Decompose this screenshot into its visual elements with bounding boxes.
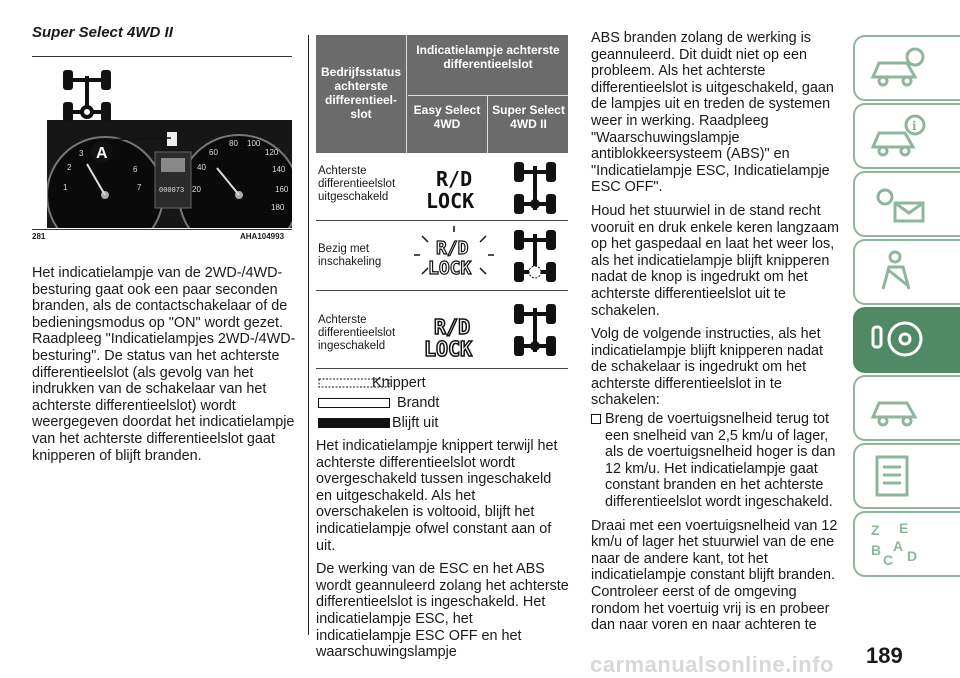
svg-text:6: 6 bbox=[133, 165, 138, 174]
column-2-text bbox=[316, 438, 570, 668]
paragraph: Houd het stuurwiel in de stand recht vooruit en druk enkele keren langzaam op het gaspedaal en laat het weer los, als het indicatielampje blijft knipperen nadat de knop is ingedrukt om het achterste differentieelslot uit te schakelen. bbox=[591, 202, 839, 319]
paragraph: Het indicatielampje knippert terwijl het achterste differentieelslot wordt overgeschakeld tussen ingeschakeld en uitgeschakeld. Als het overschakelen is voltooid, blijft het indicatielampje ofwel constant aan of uit. bbox=[316, 438, 558, 554]
row-label-off: Achterste differentieelslot uitgeschakeld bbox=[318, 165, 396, 203]
tab-car-overview[interactable] bbox=[853, 35, 960, 101]
checklist-icon bbox=[869, 453, 929, 499]
legend-on-label: Brandt bbox=[397, 395, 440, 411]
car-warning-icon bbox=[869, 385, 929, 431]
tab-lights-messages[interactable] bbox=[853, 171, 960, 237]
svg-text:D: D bbox=[907, 548, 918, 564]
svg-text:40: 40 bbox=[197, 163, 206, 172]
bullet-text: Breng de voertuigsnelheid terug tot een snelheid van 2,5 km/u of lager, als de voertuigsnelheid hoger is dan 12 km/u. Het indicatielampje gaat constant branden en het achterste differentieelslot wordt ingeschakeld. bbox=[605, 411, 836, 511]
svg-text:20: 20 bbox=[192, 185, 201, 194]
figure-code: AHA104993 bbox=[240, 232, 285, 241]
divider bbox=[487, 96, 488, 153]
alphabet-index-icon bbox=[869, 521, 929, 567]
svg-text:R/D: R/D bbox=[434, 315, 471, 339]
tab-safety[interactable] bbox=[853, 239, 960, 305]
row-divider bbox=[316, 290, 568, 291]
row-label-blinking: Bezig met inschakeling bbox=[318, 243, 382, 268]
column-1-text bbox=[32, 265, 300, 471]
divider bbox=[32, 56, 292, 57]
svg-text:60: 60 bbox=[209, 148, 218, 157]
4wd-axle-icon bbox=[512, 160, 558, 216]
row-label-on: Achterste differentieelslot ingeschakeld bbox=[318, 314, 396, 352]
svg-text:R/D: R/D bbox=[436, 238, 469, 259]
chapter-tabs bbox=[853, 35, 960, 635]
svg-text:LOCK: LOCK bbox=[426, 189, 475, 213]
4wd-axle-icon bbox=[512, 228, 558, 284]
instrument-cluster-figure bbox=[47, 60, 292, 228]
4wd-axle-icon bbox=[512, 302, 558, 358]
tab-index[interactable] bbox=[853, 511, 960, 577]
tab-emergency[interactable] bbox=[853, 375, 960, 441]
svg-text:A: A bbox=[893, 538, 904, 554]
svg-text:100: 100 bbox=[247, 139, 261, 148]
paragraph: Volg de volgende instructies, als het indicatielampje blijft knipperen nadat de schakelaar is ingedrukt om het achterste differentieelslot in te schakelen: bbox=[591, 326, 823, 409]
figure-number: 281 bbox=[32, 232, 46, 241]
divider bbox=[406, 35, 407, 153]
tab-car-info[interactable] bbox=[853, 103, 960, 169]
car-magnifier-icon bbox=[869, 45, 929, 91]
light-envelope-icon bbox=[869, 181, 929, 227]
paragraph: ABS branden zolang de werking is geannuleerd. Dit duidt niet op een probleem. Als het achterste differentieelslot is uitgeschakeld, gaan de lampjes uit en treden de systemen weer in werking. Raadpleeg "Waarschuwingslampje antiblokkeersysteem (ABS)" en "Indicatielampje ESC, Indicatielampje ESC OFF". bbox=[591, 30, 834, 196]
section-title: Super Select 4WD II bbox=[32, 24, 173, 41]
callout-a: A bbox=[96, 145, 108, 162]
svg-text:120: 120 bbox=[265, 148, 279, 157]
table-header bbox=[316, 35, 568, 153]
bullet-icon bbox=[591, 414, 601, 424]
legend-off-label: Blijft uit bbox=[392, 415, 439, 431]
header-lamp: Indicatielampje achterste differentieelslot bbox=[416, 43, 560, 71]
svg-text:7: 7 bbox=[137, 183, 142, 192]
row-divider bbox=[316, 368, 568, 369]
rd-lock-blinking-icon bbox=[412, 226, 496, 282]
seatbelt-person-icon bbox=[869, 249, 929, 295]
divider bbox=[32, 229, 292, 230]
rd-lock-icon bbox=[412, 160, 496, 216]
svg-text:B: B bbox=[871, 542, 882, 558]
paragraph: Het indicatielampje van de 2WD-/4WD-besturing gaat ook een paar seconden branden, als de contactschakelaar of de bedieningsmodus op "ON" wordt gezet. Raadpleeg "Indicatielampjes 2WD-/4WD-besturing". De status van het achterste differentieelslot (als gevolg van het indrukken van de schakelaar van het achterste differentieelslot) wordt weergegeven doordat het indicatielampje van het achterste differentieelslot gaat knipperen of blijft branden. bbox=[32, 265, 296, 464]
column-divider bbox=[308, 35, 309, 635]
divider bbox=[408, 95, 568, 96]
svg-text:i: i bbox=[912, 119, 917, 133]
page-number: 189 bbox=[866, 643, 903, 668]
column-3-text bbox=[591, 30, 841, 641]
tab-maintenance[interactable] bbox=[853, 443, 960, 509]
odometer-readout: 000073 bbox=[159, 187, 185, 195]
rd-lock-outline-icon bbox=[412, 306, 496, 362]
svg-text:LOCK: LOCK bbox=[428, 258, 472, 279]
paragraph: Draai met een voertuigsnelheid van 12 km/u of lager het stuurwiel van de ene naar de andere kant, tot het indicatielampje constant blijft branden. Controleer eerst of de omgeving rondom het voertuig vrij is en probeer dan naar voren en naar achteren te bbox=[591, 517, 838, 634]
svg-text:1: 1 bbox=[63, 183, 68, 192]
svg-text:140: 140 bbox=[272, 165, 286, 174]
svg-text:R/D: R/D bbox=[436, 167, 473, 191]
header-super-select: Super Select 4WD II bbox=[492, 103, 565, 131]
key-steering-wheel-icon bbox=[869, 317, 929, 363]
header-easy-select: Easy Select 4WD bbox=[413, 103, 481, 131]
svg-text:LOCK: LOCK bbox=[424, 337, 473, 361]
svg-text:80: 80 bbox=[229, 139, 238, 148]
svg-text:160: 160 bbox=[275, 185, 289, 194]
legend-on-swatch bbox=[318, 398, 390, 408]
legend-blink-label: Knippert bbox=[372, 375, 426, 391]
tab-starting-driving[interactable] bbox=[853, 307, 960, 373]
header-status: Bedrijfsstatus achterste differentieel-slot bbox=[320, 65, 402, 121]
svg-text:3: 3 bbox=[79, 149, 84, 158]
svg-text:C: C bbox=[883, 552, 894, 567]
row-divider bbox=[316, 220, 568, 221]
svg-text:2: 2 bbox=[67, 163, 72, 172]
legend-off-swatch bbox=[318, 418, 390, 428]
bullet-item bbox=[591, 411, 841, 511]
paragraph: De werking van de ESC en het ABS wordt geannuleerd zolang het achterste differentieelslot is ingeschakeld. Het indicatielampje ESC, het indicatielampje ESC OFF en het waarschuwingslampje bbox=[316, 561, 569, 661]
svg-text:180: 180 bbox=[271, 203, 285, 212]
svg-text:E: E bbox=[899, 521, 909, 536]
svg-text:Z: Z bbox=[871, 522, 880, 538]
watermark: carmanualsonline.info bbox=[590, 652, 834, 677]
car-info-icon bbox=[869, 113, 929, 159]
